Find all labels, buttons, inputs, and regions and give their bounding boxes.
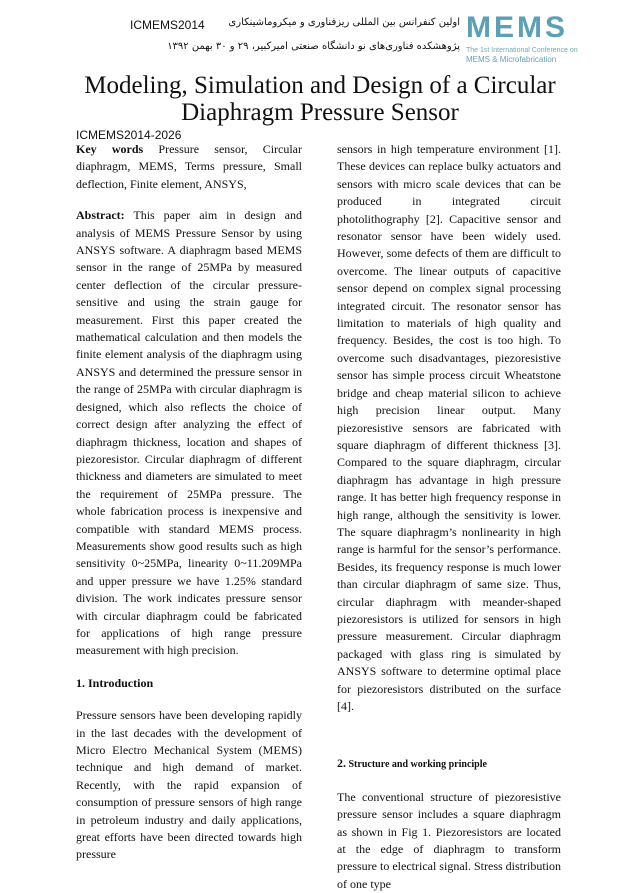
abstract-label: Abstract: [76, 208, 125, 223]
conference-venue-persian: پژوهشکده فناوری‌های نو دانشگاه صنعتی امیرکبیر، ۲۹ و ۳۰ بهمن ۱۳۹۲ [167, 41, 460, 52]
keywords [76, 141, 302, 193]
left-column [76, 141, 302, 864]
logo-subtitle: The 1st International Conference on [466, 47, 578, 54]
paper-id: ICMEMS2014-2026 [76, 128, 182, 142]
section2-heading [337, 755, 561, 773]
right-column [337, 141, 561, 893]
abstract [76, 207, 302, 660]
section2-title: Structure and working principle [346, 759, 487, 771]
keywords-label: Key words [76, 142, 144, 156]
section2-text: The conventional structure of piezoresistive pressure sensor includes a square diaphragm as shown in Fig 1. Piezoresistors are located at the edge of diaphragm to transform pressure to electrical signal. Stress distribution of one type [337, 789, 561, 891]
section2-number: 2. [337, 756, 346, 771]
logo-wordmark: MEMS [466, 11, 568, 44]
logo-subtitle-2: MEMS & Microfabrication [466, 55, 557, 64]
paper-title: Modeling, Simulation and Design of a Circular Diaphragm Pressure Sensor [84, 72, 556, 126]
conference-logo [466, 12, 616, 78]
conference-name-persian: اولین کنفرانس بین المللی ریزفناوری و میکروماشینکاری [228, 17, 460, 28]
abstract-text: This paper aim in design and analysis of MEMS Pressure Sensor by using ANSYS software. A diaphragm based MEMS sensor in the range of 25MPa by measured center deflection of the circular pressure-sensitive and using the strain gauge for measurement. First this paper created the mathematical calculation and then models the finite element analysis of the diaphragm using ANSYS and determined the pressure sensor in the range of 25MPa with circular diaphragm is designed, which also reflects the choice of correct design after analyzing the effect of diaphragm thickness, location and shapes of piezoresistor. Circular diaphragm of different thickness and diameters are simulated to meet the requirement of 25MPa pressure. The whole fabrication process is inexpensive and compatible with standard MEMS process. Measurements show good results such as high sensitivity 0~25MPa, linearity 0~11.209MPa and upper pressure we have 1.25% standard division. The work indicates pressure sensor with circular diaphragm could be fabricated for applications of high range pressure measurement with high precision. [76, 208, 302, 658]
intro-heading: 1. Introduction [76, 675, 154, 690]
conference-code: ICMEMS2014 [130, 18, 205, 32]
keywords-text: Pressure sensor, Circular diaphragm, MEMS, Terms pressure, Small deflection, Finite element, ANSYS, [76, 142, 303, 191]
body-text: sensors in high temperature environment [1]. These devices can replace bulky actuators and sensors with micro scale devices that can be produced in integrated circuit photolithography [2]. Capacitive sensor and resonator sensor have been widely used. However, some defects of them are difficult to overcome. The linear outputs of capacitive sensor depend on complex signal processing integrated circuit. The resonator sensor has limitation to materials of high quality and frequency. Besides, the cost is too high. To overcome such disadvantages, piezoresistive sensor has simple process circuit Wheatstone bridge and cheap material silicon to achieve high precision linear output. Many piezoresistive sensors are fabricated with square diaphragm of different thickness [3]. Compared to the square diaphragm, circular diaphragm has advantage in high pressure range. It has better high frequency response in high range, although the sensitivity is lower. The square diaphragm’s nonlinearity in high range is harmful for the sensor’s performance. Besides, its frequency response is much lower than circular diaphragm of same size. Thus, circular diaphragm with meander-shaped piezoresistors is utilized for sensors in high pressure measurement. Circular diaphragm packaged with glass ring is simulated by ANSYS software to determine optimal place for piezoresistors distributed on the surface [4]. [337, 142, 561, 713]
intro-text: Pressure sensors have been developing rapidly in the last decades with the development of Micro Electro Mechanical System (MEMS) technique and high demand of market. Recently, with the rapid expansion of consumption of pressure sensors of high range in petroleum industry and daily applications, great efforts have been directed towards high pressure [76, 708, 302, 862]
